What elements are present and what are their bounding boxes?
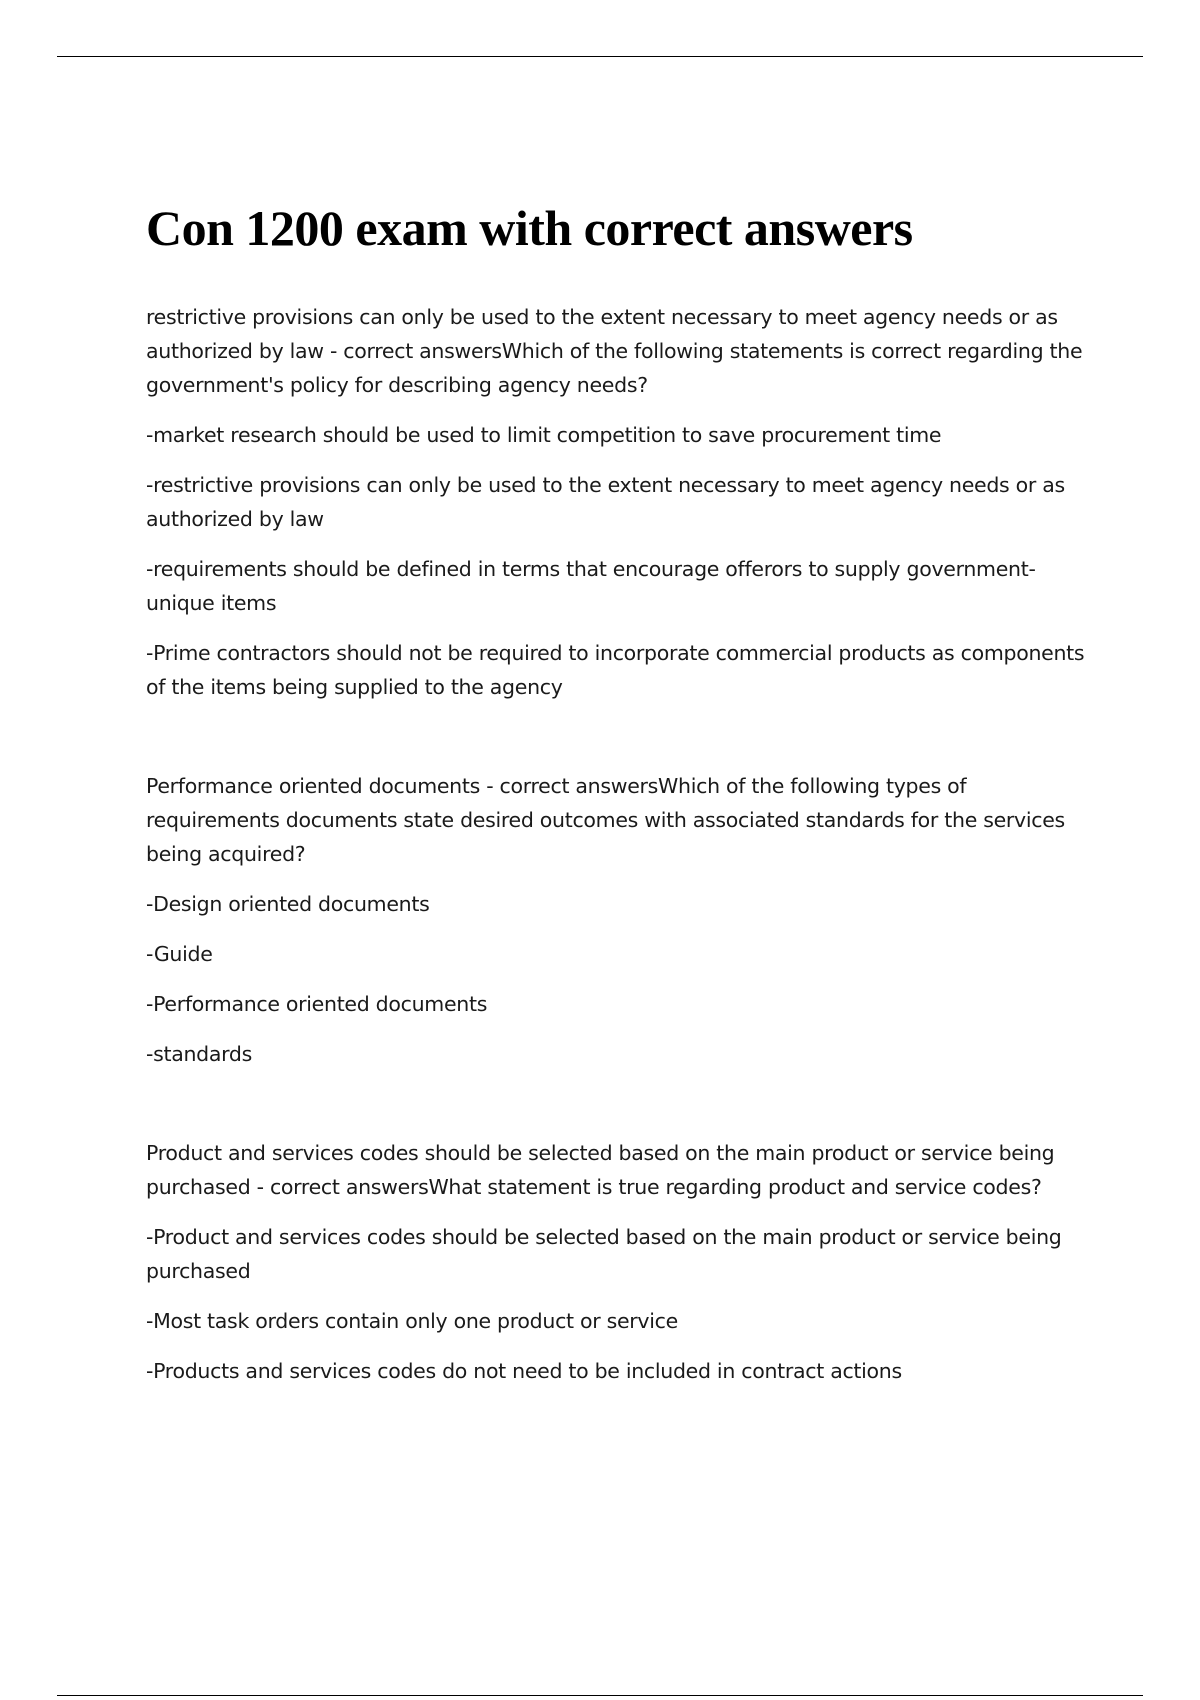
document-title: Con 1200 exam with correct answers [146,200,913,256]
top-horizontal-rule [57,56,1143,57]
question-block-3 [146,1136,1096,1388]
question-block-1 [146,300,1096,704]
answer-option: -restrictive provisions can only be used to the extent necessary to meet agency needs or as authorized by law [146,473,1065,531]
answer-option: -Most task orders contain only one product or service [146,1309,678,1333]
answer-option: -Guide [146,942,213,966]
answer-option: -market research should be used to limit competition to save procurement time [146,423,942,447]
answer-option: -standards [146,1042,253,1066]
question-stem: Product and services codes should be selected based on the main product or service being purchased - correct answersWhat statement is true regarding product and service codes? [146,1141,1055,1199]
document-body [146,196,1096,1404]
bottom-horizontal-rule [57,1695,1143,1696]
answer-option: -Performance oriented documents [146,992,488,1016]
answer-option: -Prime contractors should not be required to incorporate commercial products as components of the items being supplied to the agency [146,641,1085,699]
question-block-2 [146,769,1096,1071]
answer-option: -requirements should be defined in terms that encourage offerors to supply government-unique items [146,557,1036,615]
question-stem: Performance oriented documents - correct answersWhich of the following types of requirements documents state desired outcomes with associated standards for the services being acquired? [146,774,1065,866]
answer-option: -Product and services codes should be selected based on the main product or service being purchased [146,1225,1062,1283]
section-spacer [146,720,1096,769]
section-spacer [146,1087,1096,1136]
answer-option: -Design oriented documents [146,892,430,916]
answer-option: -Products and services codes do not need to be included in contract actions [146,1359,902,1383]
question-stem: restrictive provisions can only be used to the extent necessary to meet agency needs or as authorized by law - correct answersWhich of the following statements is correct regarding the government's policy for describing agency needs? [146,305,1083,397]
